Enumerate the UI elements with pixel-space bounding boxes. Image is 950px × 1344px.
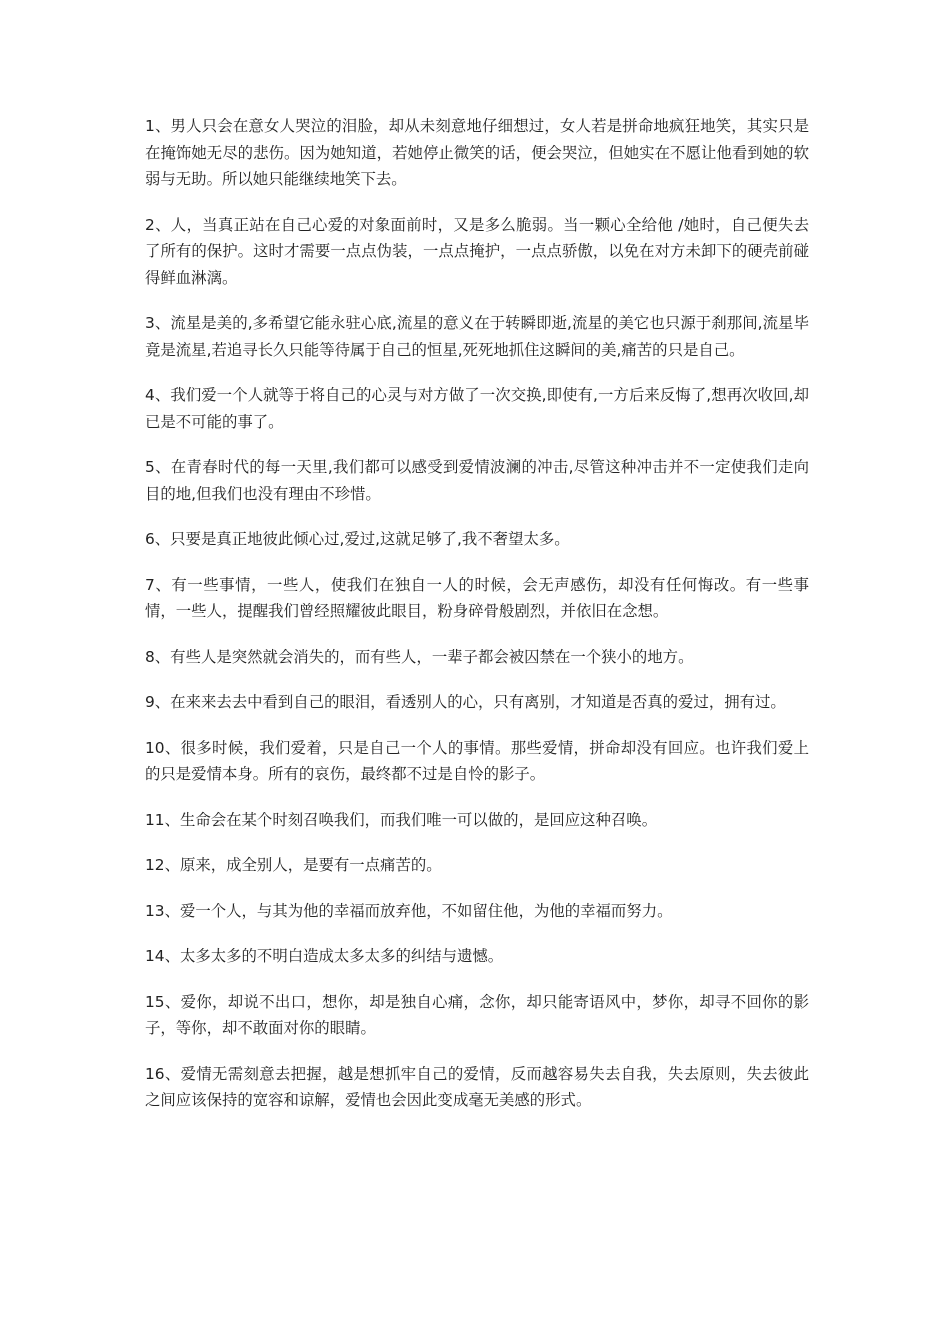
paragraph-9: 9、在来来去去中看到自己的眼泪，看透别人的心，只有离别，才知道是否真的爱过，拥有过。 [145, 693, 786, 711]
paragraph-7: 7、有一些事情，一些人，使我们在独自一人的时候，会无声感伤，却没有任何悔改。有一些事情，一些人，提醒我们曾经照耀彼此眼目，粉身碎骨般剧烈，并依旧在念想。 [145, 575, 809, 620]
paragraph-5: 5、在青春时代的每一天里,我们都可以感受到爱情波澜的冲击,尽管这种冲击并不一定使我们走向目的地,但我们也没有理由不珍惜。 [145, 458, 809, 503]
paragraph-16: 16、爱情无需刻意去把握，越是想抓牢自己的爱情，反而越容易失去自我，失去原则，失去彼此之间应该保持的宽容和谅解，爱情也会因此变成毫无美感的形式。 [145, 1064, 809, 1109]
paragraph-10: 10、很多时候，我们爱着，只是自己一个人的事情。那些爱情，拼命却没有回应。也许我们爱上的只是爱情本身。所有的哀伤，最终都不过是自怜的影子。 [145, 738, 809, 783]
paragraph-11: 11、生命会在某个时刻召唤我们，而我们唯一可以做的，是回应这种召唤。 [145, 810, 658, 829]
paragraph-6: 6、只要是真正地彼此倾心过,爱过,这就足够了,我不奢望太多。 [145, 530, 570, 548]
paragraph-14: 14、太多太多的不明白造成太多太多的纠结与遗憾。 [145, 947, 504, 965]
paragraph-4: 4、我们爱一个人就等于将自己的心灵与对方做了一次交换,即使有,一方后来反悔了,想再次收回,却已是不可能的事了。 [145, 386, 809, 431]
paragraph-13: 13、爱一个人，与其为他的幸福而放弃他，不如留住他，为他的幸福而努力。 [145, 901, 673, 920]
paragraph-1: 1、男人只会在意女人哭泣的泪脸，却从未刻意地仔细想过，女人若是拼命地疯狂地笑，其实只是在掩饰她无尽的悲伤。因为她知道，若她停止微笑的话，便会哭泣，但她实在不愿让他看到她的软弱与无助。所以她只能继续地笑下去。 [145, 117, 809, 188]
paragraph-3: 3、流星是美的,多希望它能永驻心底,流星的意义在于转瞬即逝,流星的美它也只源于刹那间,流星毕竟是流星,若追寻长久只能等待属于自己的恒星,死死地抓住这瞬间的美,痛苦的只是自己。 [145, 314, 809, 359]
paragraph-15: 15、爱你，却说不出口，想你，却是独自心痛，念你，却只能寄语风中，梦你，却寻不回你的影子，等你，却不敢面对你的眼睛。 [145, 992, 809, 1037]
paragraph-8: 8、有些人是突然就会消失的，而有些人，一辈子都会被囚禁在一个狭小的地方。 [145, 647, 694, 666]
document-body [145, 113, 809, 1133]
paragraph-12: 12、原来，成全别人，是要有一点痛苦的。 [145, 856, 442, 874]
paragraph-2: 2、人，当真正站在自己心爱的对象面前时，又是多么脆弱。当一颗心全给他 /她时，自己便失去了所有的保护。这时才需要一点点伪装，一点点掩护，一点点骄傲，以免在对方未卸下的硬壳前碰得鲜血淋漓。 [145, 215, 809, 287]
